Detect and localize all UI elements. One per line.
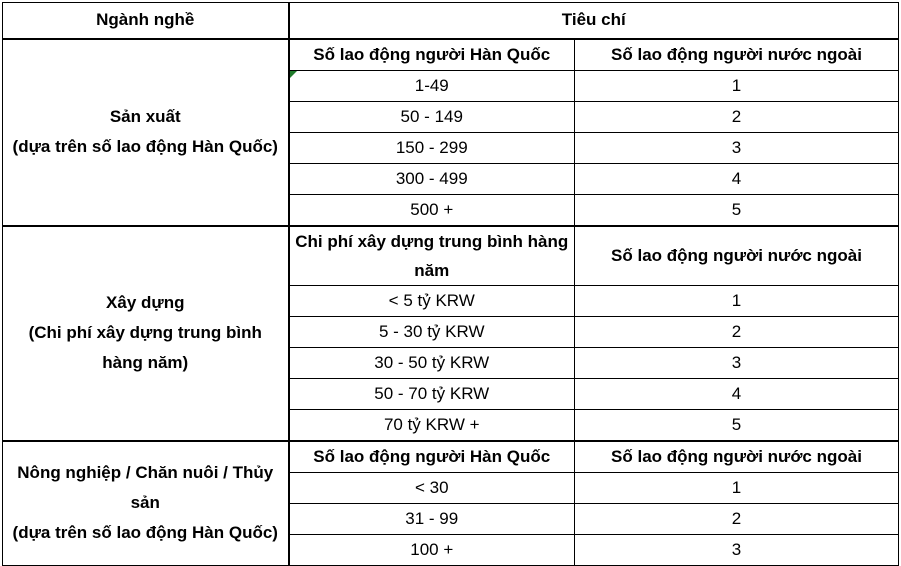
cell-b[interactable]: 5 — [575, 194, 899, 226]
cell-b[interactable]: 2 — [575, 101, 899, 132]
cell-b[interactable]: 3 — [575, 534, 899, 565]
header-row — [3, 3, 899, 39]
cell-b[interactable]: 1 — [575, 472, 899, 503]
cell-a[interactable]: 5 - 30 tỷ KRW — [289, 316, 575, 347]
cell-a[interactable]: 30 - 50 tỷ KRW — [289, 347, 575, 378]
col-header-b[interactable]: Số lao động người nước ngoài — [575, 441, 899, 473]
cell-a[interactable]: 150 - 299 — [289, 132, 575, 163]
industry-title: Nông nghiệp / Chăn nuôi / Thủy sản — [17, 463, 274, 512]
industry-subtitle: (dựa trên số lao động Hàn Quốc) — [12, 523, 278, 542]
cell-a[interactable]: 31 - 99 — [289, 503, 575, 534]
industry-subtitle: (dựa trên số lao động Hàn Quốc) — [12, 137, 278, 156]
industry-title: Sản xuất — [109, 107, 181, 126]
cell-a[interactable]: < 30 — [289, 472, 575, 503]
header-industry[interactable]: Ngành nghề — [3, 3, 289, 39]
cell-b[interactable]: 4 — [575, 163, 899, 194]
col-header-a[interactable]: Số lao động người Hàn Quốc — [289, 441, 575, 473]
cell-a[interactable] — [289, 70, 575, 101]
cell-b[interactable]: 3 — [575, 347, 899, 378]
cell-b[interactable]: 2 — [575, 503, 899, 534]
criteria-table — [2, 2, 899, 566]
cell-a[interactable]: 300 - 499 — [289, 163, 575, 194]
cell-a[interactable]: 500 + — [289, 194, 575, 226]
industry-cell-manufacturing[interactable] — [3, 39, 289, 226]
cell-a[interactable]: 100 + — [289, 534, 575, 565]
header-criteria[interactable]: Tiêu chí — [289, 3, 899, 39]
section-2-header-row — [3, 226, 899, 286]
col-header-b[interactable]: Số lao động người nước ngoài — [575, 226, 899, 286]
col-header-a[interactable]: Số lao động người Hàn Quốc — [289, 39, 575, 71]
section-1-header-row — [3, 39, 899, 71]
comment-marker-icon — [290, 71, 297, 78]
cell-b[interactable]: 1 — [575, 70, 899, 101]
cell-a-text: 1-49 — [414, 75, 449, 95]
cell-a[interactable]: < 5 tỷ KRW — [289, 285, 575, 316]
cell-b[interactable]: 2 — [575, 316, 899, 347]
cell-b[interactable]: 3 — [575, 132, 899, 163]
industry-cell-construction[interactable] — [3, 226, 289, 441]
industry-subtitle: (Chi phí xây dựng trung bình hàng năm) — [28, 323, 262, 372]
cell-b[interactable]: 1 — [575, 285, 899, 316]
industry-title: Xây dựng — [106, 293, 185, 312]
cell-a[interactable]: 70 tỷ KRW + — [289, 409, 575, 441]
col-header-b[interactable]: Số lao động người nước ngoài — [575, 39, 899, 71]
cell-a[interactable]: 50 - 149 — [289, 101, 575, 132]
industry-cell-agriculture[interactable] — [3, 441, 289, 566]
section-3-header-row — [3, 441, 899, 473]
cell-a[interactable]: 50 - 70 tỷ KRW — [289, 378, 575, 409]
cell-b[interactable]: 5 — [575, 409, 899, 441]
cell-b[interactable]: 4 — [575, 378, 899, 409]
col-header-a[interactable]: Chi phí xây dựng trung bình hàng năm — [289, 226, 575, 286]
